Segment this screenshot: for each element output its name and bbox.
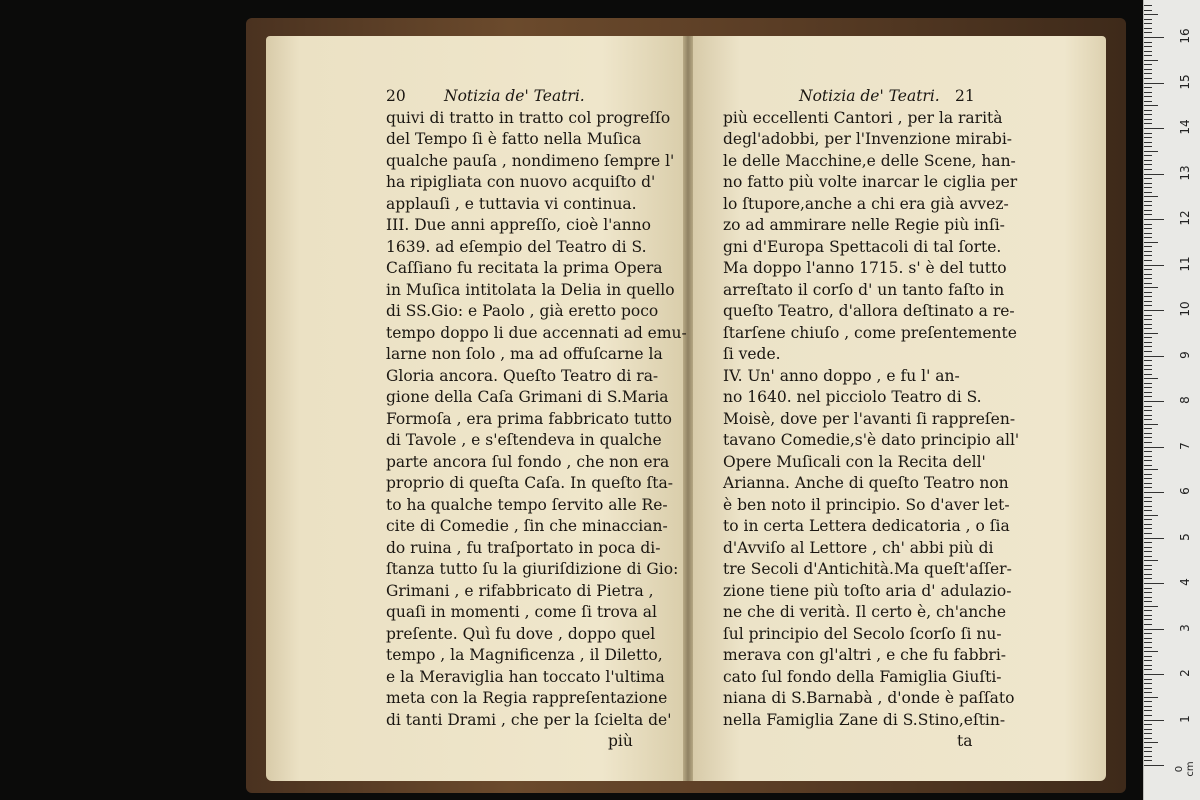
ruler-tick — [1144, 19, 1152, 20]
ruler-label: 4 — [1178, 578, 1192, 586]
ruler-tick — [1144, 96, 1152, 97]
ruler-tick — [1144, 647, 1152, 648]
text-line: ha ripigliata con nuovo acquiſto d' — [386, 173, 656, 191]
ruler-tick — [1144, 87, 1152, 88]
text-line: d'Avviſo al Lettore , ch' abbi più di — [723, 538, 994, 557]
ruler-tick — [1144, 42, 1152, 43]
ruler-tick — [1144, 542, 1152, 543]
text-line: zo ad ammirare nelle Regie più inſi- — [723, 216, 1005, 234]
text-line: e la Meraviglia han toccato l'ultima — [386, 667, 665, 686]
text-line: zione tiene più toſto aria d' adulazio- — [723, 581, 1012, 600]
text-line: qualche pauſa , nondimeno ſempre l' — [386, 151, 675, 170]
text-line: lo ſtupore,anche a chi era già avvez- — [723, 194, 1009, 213]
ruler-tick — [1144, 701, 1152, 702]
ruler-tick — [1144, 487, 1152, 488]
text-line: Caſſiano fu recitata la prima Opera — [386, 259, 663, 277]
text-line: Gloria ancora. Queſto Teatro di ra- — [386, 366, 659, 385]
ruler-tick — [1144, 260, 1152, 261]
text-line: tempo , la Magnificenza , il Diletto, — [386, 646, 663, 664]
ruler-tick — [1144, 469, 1158, 470]
ruler-tick — [1144, 356, 1164, 357]
right-page-text — [723, 86, 1019, 753]
ruler-tick — [1144, 588, 1152, 589]
ruler-tick — [1144, 365, 1152, 366]
ruler-tick — [1144, 629, 1164, 630]
ruler-tick — [1144, 642, 1152, 643]
ruler-tick — [1144, 483, 1152, 484]
ruler-tick — [1144, 396, 1152, 397]
ruler-tick — [1144, 478, 1152, 479]
ruler-tick — [1144, 419, 1152, 420]
ruler-tick — [1144, 569, 1152, 570]
ruler-tick — [1144, 201, 1152, 202]
ruler-tick — [1144, 633, 1152, 634]
ruler-tick — [1144, 228, 1152, 229]
ruler-tick — [1144, 328, 1152, 329]
ruler-tick — [1144, 337, 1152, 338]
ruler-tick — [1144, 551, 1152, 552]
ruler-tick — [1144, 524, 1152, 525]
ruler-tick — [1144, 274, 1152, 275]
text-line: le delle Macchine,e delle Scene, han- — [723, 151, 1016, 170]
right-page-body — [723, 108, 1019, 732]
text-line: di tanti Drami , che per la ſcielta de' — [386, 710, 672, 729]
ruler-tick — [1144, 183, 1152, 184]
ruler-tick — [1144, 378, 1158, 379]
text-line: IV. Un' anno doppo , e fu l' an- — [723, 366, 960, 385]
measuring-ruler — [1143, 0, 1200, 800]
ruler-tick — [1144, 5, 1152, 6]
ruler-tick — [1144, 533, 1152, 534]
ruler-tick — [1144, 697, 1158, 698]
ruler-tick — [1144, 242, 1158, 243]
ruler-tick — [1144, 451, 1152, 452]
ruler-tick — [1144, 619, 1152, 620]
ruler-tick — [1144, 301, 1152, 302]
ruler-tick — [1144, 73, 1152, 74]
ruler-tick — [1144, 433, 1152, 434]
ruler-tick — [1144, 178, 1152, 179]
text-line: cato ſul fondo della Famiglia Giuſti- — [723, 667, 1002, 686]
ruler-tick — [1144, 374, 1152, 375]
ruler-tick — [1144, 142, 1152, 143]
ruler-tick — [1144, 187, 1152, 188]
ruler-tick — [1144, 387, 1152, 388]
ruler-tick — [1144, 747, 1152, 748]
text-line: merava con gl'altri , e che fu fabbri- — [723, 646, 1007, 664]
text-line: Moisè, dove per l'avanti ſi rappreſen- — [723, 409, 1016, 428]
text-line: tre Secoli d'Antichità.Ma queſt'aſſer- — [723, 560, 1012, 578]
ruler-tick — [1144, 424, 1158, 425]
text-line: ſtarſene chiuſo , come preſentemente — [723, 323, 1017, 342]
ruler-label: 14 — [1178, 119, 1192, 135]
ruler-unit-label: 0 cm — [1174, 761, 1196, 777]
ruler-tick — [1144, 114, 1152, 115]
ruler-tick — [1144, 287, 1158, 288]
ruler-tick — [1144, 315, 1152, 316]
ruler-tick — [1144, 528, 1152, 529]
left-page-header — [386, 86, 687, 108]
text-line: no 1640. nel picciolo Teatro di S. — [723, 388, 982, 406]
ruler-tick — [1144, 46, 1152, 47]
ruler-tick — [1144, 28, 1152, 29]
ruler-tick — [1144, 656, 1152, 657]
ruler-tick — [1144, 556, 1152, 557]
text-line: nella Famiglia Zane di S.Stino,eſtin- — [723, 710, 1006, 729]
ruler-tick — [1144, 756, 1152, 757]
ruler-tick — [1144, 123, 1152, 124]
ruler-tick — [1144, 310, 1164, 311]
text-line: to ha qualche tempo ſervito alle Re- — [386, 495, 668, 514]
text-line: del Tempo ſi è fatto nella Muſica — [386, 130, 642, 148]
text-line: più eccellenti Cantori , per la rarità — [723, 108, 1003, 127]
ruler-tick — [1144, 733, 1152, 734]
text-line: do ruina , fu traſportato in poca di- — [386, 538, 661, 557]
text-line: di SS.Gio: e Paolo , già eretto poco — [386, 302, 659, 320]
left-catchword: più — [608, 732, 633, 750]
ruler-tick — [1144, 674, 1164, 675]
text-line: gione della Caſa Grimani di S.Maria — [386, 388, 669, 406]
ruler-tick — [1144, 137, 1152, 138]
ruler-tick — [1144, 560, 1158, 561]
text-line: ſtanza tutto ſu la giuriſdizione di Gio: — [386, 560, 679, 578]
ruler-tick — [1144, 597, 1152, 598]
text-line: quaſi in momenti , come ſi trova al — [386, 603, 658, 621]
ruler-tick — [1144, 205, 1152, 206]
ruler-tick — [1144, 724, 1152, 725]
ruler-tick — [1144, 606, 1158, 607]
ruler-tick — [1144, 60, 1158, 61]
ruler-label: 1 — [1178, 714, 1192, 723]
ruler-label: 7 — [1178, 441, 1192, 450]
ruler-tick — [1144, 305, 1152, 306]
ruler-tick — [1144, 574, 1152, 575]
ruler-tick — [1144, 69, 1152, 70]
ruler-tick — [1144, 706, 1152, 707]
text-line: to in certa Lettera dedicatoria , o ſia — [723, 517, 1010, 535]
ruler-tick — [1144, 765, 1164, 766]
ruler-tick — [1144, 538, 1164, 539]
ruler-tick — [1144, 37, 1164, 38]
ruler-tick — [1144, 601, 1152, 602]
ruler-tick — [1144, 333, 1158, 334]
ruler-label: 8 — [1178, 396, 1192, 404]
text-line: è ben noto il principio. So d'aver let- — [723, 495, 1010, 514]
ruler-tick — [1144, 64, 1152, 65]
ruler-tick — [1144, 406, 1152, 407]
left-page-number: 20 — [386, 87, 406, 105]
text-line: Arianna. Anche di queſto Teatro non — [723, 474, 1009, 492]
ruler-tick — [1144, 688, 1152, 689]
ruler-tick — [1144, 110, 1152, 111]
ruler-tick — [1144, 246, 1152, 247]
ruler-tick — [1144, 447, 1164, 448]
text-line: di Tavole , e s'eſtendeva in qualche — [386, 431, 662, 449]
ruler-tick — [1144, 715, 1152, 716]
ruler-label: 9 — [1178, 350, 1192, 359]
ruler-tick — [1144, 710, 1152, 711]
ruler-tick — [1144, 442, 1152, 443]
ruler-tick — [1144, 351, 1152, 352]
text-line: quivi di tratto in tratto col progreſſo — [386, 108, 671, 127]
ruler-tick — [1144, 506, 1152, 507]
ruler-tick — [1144, 492, 1164, 493]
ruler-tick — [1144, 210, 1152, 211]
ruler-label: 12 — [1178, 210, 1192, 226]
ruler-tick — [1144, 720, 1164, 721]
ruler-tick — [1144, 428, 1152, 429]
ruler-tick — [1144, 583, 1164, 584]
ruler-tick — [1144, 196, 1158, 197]
ruler-tick — [1144, 592, 1152, 593]
left-page-body — [386, 108, 687, 732]
text-line: ſul principio del Secolo ſcorſo ſi nu- — [723, 624, 1002, 643]
ruler-tick — [1144, 615, 1152, 616]
ruler-tick — [1144, 192, 1152, 193]
ruler-tick — [1144, 83, 1164, 84]
ruler-tick — [1144, 174, 1164, 175]
text-line: in Muſica intitolata la Delia in quello — [386, 280, 675, 299]
ruler-tick — [1144, 51, 1152, 52]
ruler-tick — [1144, 519, 1152, 520]
ruler-label: 10 — [1178, 301, 1192, 317]
ruler-tick — [1144, 578, 1152, 579]
ruler-tick — [1144, 105, 1158, 106]
text-line: gni d'Europa Spettacoli di tal ſorte. — [723, 237, 1002, 256]
ruler-tick — [1144, 255, 1152, 256]
ruler-tick — [1144, 474, 1152, 475]
ruler-tick — [1144, 23, 1152, 24]
ruler-tick — [1144, 278, 1152, 279]
text-line: no fatto più volte inarcar le ciglia per — [723, 173, 1018, 191]
ruler-tick — [1144, 342, 1152, 343]
ruler-tick — [1144, 692, 1152, 693]
ruler-tick — [1144, 410, 1152, 411]
ruler-tick — [1144, 265, 1164, 266]
ruler-tick — [1144, 729, 1152, 730]
ruler-tick — [1144, 160, 1152, 161]
right-page-header — [723, 86, 1019, 108]
text-line: meta con la Regia rappreſentazione — [386, 689, 668, 707]
ruler-tick — [1144, 224, 1152, 225]
ruler-tick — [1144, 214, 1152, 215]
ruler-tick — [1144, 32, 1152, 33]
ruler-tick — [1144, 669, 1152, 670]
ruler-tick — [1144, 660, 1152, 661]
text-line: 1639. ad eſempio del Teatro di S. — [386, 237, 647, 256]
ruler-tick — [1144, 119, 1152, 120]
ruler-tick — [1144, 319, 1152, 320]
text-line: preſente. Quì fu dove , doppo quel — [386, 624, 656, 643]
text-line: niana di S.Barnabà , d'onde è paſſato — [723, 689, 1015, 707]
ruler-label: 16 — [1178, 28, 1192, 44]
ruler-tick — [1144, 296, 1152, 297]
text-line: tempo doppo li due accennati ad emu- — [386, 323, 687, 342]
ruler-label: 11 — [1178, 255, 1192, 272]
text-line: applauſi , e tuttavia vi continua. — [386, 194, 637, 213]
ruler-tick — [1144, 501, 1152, 502]
ruler-tick — [1144, 679, 1152, 680]
ruler-tick — [1144, 151, 1158, 152]
ruler-tick — [1144, 55, 1152, 56]
left-page-text — [386, 86, 687, 753]
ruler-tick — [1144, 146, 1152, 147]
text-line: parte ancora ſul fondo , che non era — [386, 452, 670, 471]
ruler-tick — [1144, 415, 1152, 416]
ruler-tick — [1144, 251, 1152, 252]
ruler-label: 13 — [1178, 164, 1192, 181]
ruler-label: 15 — [1178, 73, 1192, 90]
ruler-tick — [1144, 101, 1152, 102]
ruler-tick — [1144, 383, 1152, 384]
text-line: Ma doppo l'anno 1715. s' è del tutto — [723, 259, 1007, 277]
text-line: tavano Comedie,s'è dato principio all' — [723, 431, 1020, 449]
text-line: III. Due anni appreſſo, cioè l'anno — [386, 216, 651, 234]
ruler-tick — [1144, 283, 1152, 284]
ruler-tick — [1144, 164, 1152, 165]
ruler-tick — [1144, 683, 1152, 684]
ruler-tick — [1144, 751, 1152, 752]
ruler-tick — [1144, 437, 1152, 438]
ruler-tick — [1144, 460, 1152, 461]
ruler-tick — [1144, 510, 1152, 511]
ruler-tick — [1144, 624, 1152, 625]
ruler-tick — [1144, 155, 1152, 156]
ruler-tick — [1144, 360, 1152, 361]
ruler-tick — [1144, 10, 1152, 11]
ruler-tick — [1144, 392, 1152, 393]
ruler-tick — [1144, 128, 1164, 129]
text-line: Opere Muſicali con la Recita dell' — [723, 452, 986, 471]
ruler-tick — [1144, 456, 1152, 457]
ruler-tick — [1144, 651, 1158, 652]
ruler-tick — [1144, 497, 1152, 498]
ruler-tick — [1144, 14, 1158, 15]
ruler-tick — [1144, 324, 1152, 325]
ruler-tick — [1144, 610, 1152, 611]
ruler-tick — [1144, 760, 1152, 761]
ruler-tick — [1144, 665, 1152, 666]
ruler-label: 3 — [1178, 623, 1192, 632]
ruler-tick — [1144, 237, 1152, 238]
left-running-head: Notizia de' Teatri. — [444, 87, 585, 105]
ruler-tick — [1144, 346, 1152, 347]
text-line: queſto Teatro, d'allora deſtinato a re- — [723, 302, 1015, 320]
ruler-tick — [1144, 638, 1152, 639]
right-page-number: 21 — [955, 87, 975, 105]
ruler-tick — [1144, 133, 1152, 134]
text-line: larne non ſolo , ma ad offuſcarne la — [386, 345, 663, 363]
ruler-tick — [1144, 233, 1152, 234]
text-line: ne che di verità. Il certo è, ch'anche — [723, 603, 1007, 621]
ruler-tick — [1144, 565, 1152, 566]
ruler-tick — [1144, 78, 1152, 79]
text-line: cite di Comedie , ſin che minaccian- — [386, 517, 668, 535]
ruler-tick — [1144, 742, 1158, 743]
ruler-tick — [1144, 401, 1164, 402]
ruler-tick — [1144, 269, 1152, 270]
text-line: Formoſa , era prima fabbricato tutto — [386, 409, 672, 428]
ruler-tick — [1144, 219, 1164, 220]
right-running-head: Notizia de' Teatri. — [799, 87, 940, 105]
text-line: Grimani , e rifabbricato di Pietra , — [386, 581, 654, 600]
text-line: ſi vede. — [723, 345, 781, 363]
ruler-tick — [1144, 169, 1152, 170]
ruler-label: 6 — [1178, 487, 1192, 495]
ruler-tick — [1144, 92, 1152, 93]
text-line: degl'adobbi, per l'Invenzione mirabi- — [723, 130, 1013, 148]
text-line: arreſtato il corſo d' un tanto faſto in — [723, 280, 1005, 299]
ruler-tick — [1144, 738, 1152, 739]
ruler-tick — [1144, 547, 1152, 548]
text-line: proprio di queſta Caſa. In queſto ſta- — [386, 474, 673, 492]
ruler-tick — [1144, 292, 1152, 293]
right-catchword: ta — [957, 732, 973, 750]
ruler-label: 5 — [1178, 532, 1192, 541]
ruler-tick — [1144, 369, 1152, 370]
ruler-tick — [1144, 465, 1152, 466]
ruler-label: 2 — [1178, 669, 1192, 677]
ruler-tick — [1144, 515, 1158, 516]
